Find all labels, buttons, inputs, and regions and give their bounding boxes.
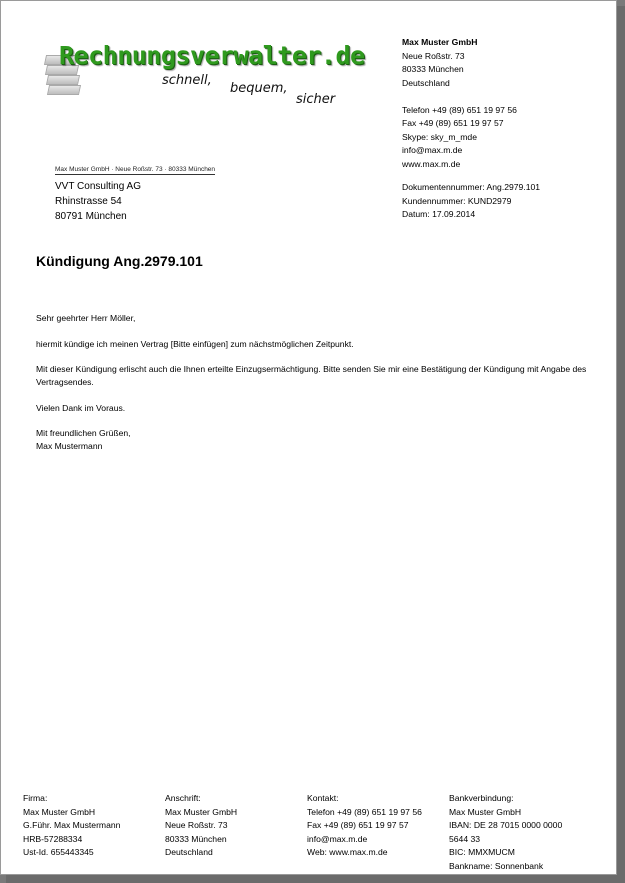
- footer-anschrift-line: 80333 München: [165, 833, 227, 844]
- document-number: Dokumentennummer: Ang.2979.101: [402, 182, 541, 192]
- company-fax: Fax +49 (89) 651 19 97 57: [402, 118, 504, 128]
- company-info: [402, 36, 517, 171]
- footer-anschrift-line: Max Muster GmbH: [165, 806, 238, 817]
- footer-anschrift-label: Anschrift:: [165, 793, 201, 803]
- footer-kontakt-line: Telefon +49 (89) 651 19 97 56: [307, 806, 422, 817]
- footer-bank: [449, 792, 562, 874]
- slogan-word-1: schnell,: [162, 73, 212, 88]
- footer-bank-line: Max Muster GmbH: [449, 806, 522, 817]
- recipient-name: VVT Consulting AG: [55, 181, 141, 192]
- letter-body: [36, 312, 591, 453]
- footer-kontakt-line: info@max.m.de: [307, 833, 368, 844]
- recipient-street: Rhinstrasse 54: [55, 196, 122, 207]
- footer-kontakt-line: Web: www.max.m.de: [307, 847, 388, 858]
- footer-kontakt-line: Fax +49 (89) 651 19 97 57: [307, 820, 409, 831]
- sender-return-line: Max Muster GmbH · Neue Roßstr. 73 · 80333 München: [55, 166, 216, 173]
- footer-firma: [23, 792, 120, 860]
- company-name: Max Muster GmbH: [402, 37, 478, 47]
- recipient-address: [55, 179, 141, 224]
- letter-subject: Kündigung Ang.2979.101: [36, 253, 203, 269]
- salutation: Sehr geehrter Herr Möller,: [36, 313, 136, 323]
- company-email[interactable]: info@max.m.de: [402, 145, 463, 155]
- company-city: 80333 München: [402, 64, 464, 74]
- footer-firma-line: Max Muster GmbH: [23, 806, 96, 817]
- footer-anschrift-line: Deutschland: [165, 847, 213, 858]
- logo-title: Rechnungsverwalter.de: [59, 41, 365, 70]
- company-street: Neue Roßstr. 73: [402, 50, 465, 61]
- document-info: [402, 181, 540, 222]
- company-web[interactable]: www.max.m.de: [402, 158, 461, 169]
- closing: Mit freundlichen Grüßen,: [36, 428, 131, 438]
- footer-firma-line: HRB-57288334: [23, 833, 83, 844]
- footer-firma-line: G.Führ. Max Mustermann: [23, 820, 121, 831]
- footer-bank-line: 5644 33: [449, 833, 481, 844]
- page-shadow-right: [616, 6, 625, 883]
- company-logo: [39, 37, 365, 119]
- footer-bank-label: Bankverbindung:: [449, 793, 514, 803]
- customer-number: Kundennummer: KUND2979: [402, 195, 512, 206]
- page-shadow-bottom: [6, 874, 625, 883]
- footer-bank-line: BIC: MMXMUCM: [449, 847, 515, 858]
- company-skype: Skype: sky_m_mde: [402, 131, 477, 142]
- slogan-word-2: bequem,: [230, 81, 288, 96]
- slogan-word-3: sicher: [296, 92, 336, 107]
- footer-firma-label: Firma:: [23, 793, 48, 803]
- signature: Max Mustermann: [36, 441, 103, 451]
- footer-bank-line: Bankname: Sonnenbank: [449, 860, 544, 871]
- footer-bank-line: IBAN: DE 28 7015 0000 0000: [449, 820, 563, 831]
- company-phone: Telefon +49 (89) 651 19 97 56: [402, 104, 517, 115]
- footer-kontakt-label: Kontakt:: [307, 793, 339, 803]
- footer-anschrift: [165, 792, 237, 860]
- recipient-city: 80791 München: [55, 211, 127, 222]
- paragraph-3: Vielen Dank im Voraus.: [36, 402, 126, 413]
- document-date: Datum: 17.09.2014: [402, 209, 476, 219]
- footer-firma-line: Ust-Id. 655443345: [23, 847, 94, 858]
- footer-anschrift-line: Neue Roßstr. 73: [165, 820, 228, 831]
- paragraph-2: Mit dieser Kündigung erlischt auch die Ihnen erteilte Einzugsermächtigung. Bitte senden Sie mir eine Bestätigung der Kündigung mit Angabe des Vertragsendes.: [36, 364, 587, 387]
- paragraph-1: hiermit kündige ich meinen Vertrag [Bitte einfügen] zum nächstmöglichen Zeitpunkt.: [36, 338, 354, 349]
- company-country: Deutschland: [402, 77, 450, 88]
- footer-kontakt: [307, 792, 422, 860]
